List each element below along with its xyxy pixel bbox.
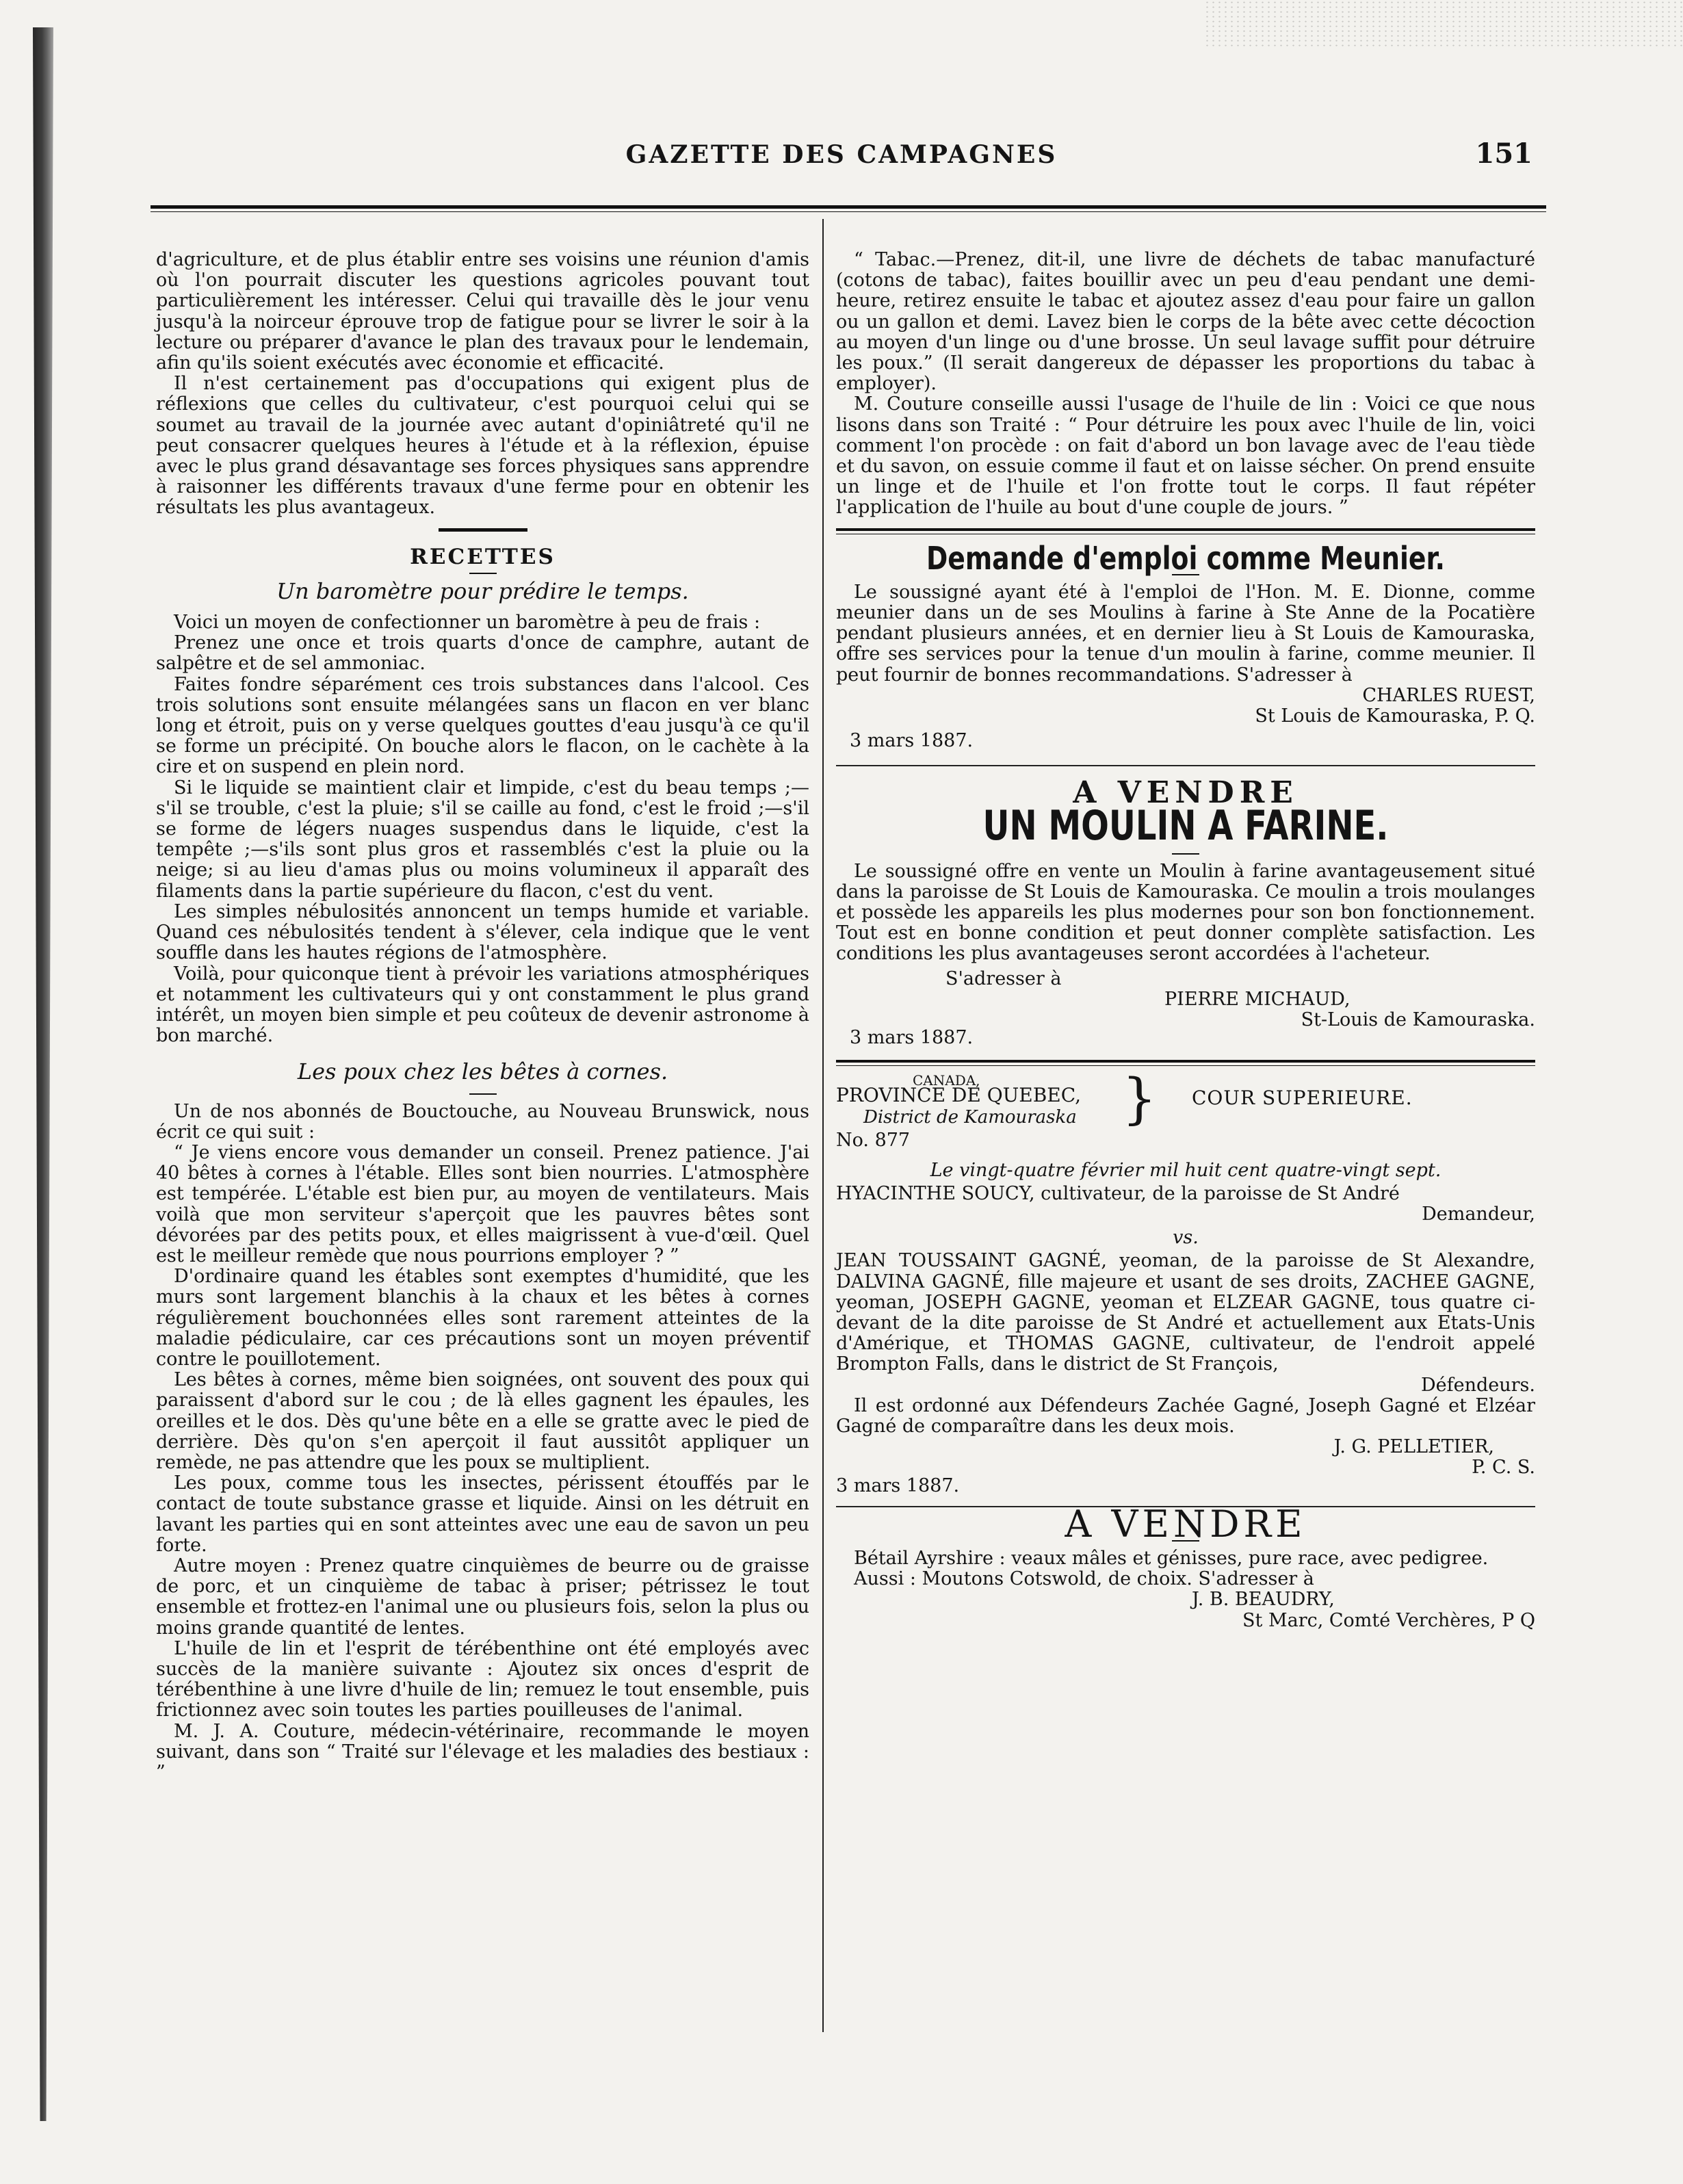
intro-paragraph: d'agriculture, et de plus établir entre ses voisins une réunion d'amis où l'on pourrait discuter les questions agricoles pouvant tout particulièrement les intéresser. Celui qui travaille dès le jour venu jusqu'à la noirceur éprouve trop de fatigue pour se livrer le soir à la lecture ou préparer d'avance le plan des travaux pour le lendemain, afin qu'ils soient exécutés avec économie et efficacité. bbox=[156, 249, 809, 374]
court-date: 3 mars 1887. bbox=[836, 1474, 960, 1496]
header-rule bbox=[151, 205, 1546, 209]
article-paragraph: Voilà, pour quiconque tient à prévoir les variations atmosphériques et notamment les cultivateurs qui y ont constamment le plus grand intérêt, un moyen bien simple et peu coûteux de devenir astronome à bon marché. bbox=[156, 963, 809, 1047]
court-signature-title: P. C. S. bbox=[1472, 1457, 1535, 1479]
right-column bbox=[836, 250, 1535, 1631]
separator-rule bbox=[836, 528, 1535, 531]
article-paragraph: L'huile de lin et l'esprit de térébenthine ont été employés avec succès de la manière suivante : Ajoutez six onces d'esprit de térébenthine à une livre d'huile de lin; remuez le tout ensemble, puis frictionnez avec soin toutes les parties pouilleuses de l'animal. bbox=[156, 1637, 809, 1721]
article-paragraph: Si le liquide se maintient clair et limpide, c'est du beau temps ;—s'il se trouble, c'est la pluie; s'il se caille au fond, c'est le froid ;—s'il se forme de légers nuages suspendus dans le liquide, c'est la tempête ;—s'ils sont plus gros et rassemblés c'est la pluie ou la neige; si au lieu d'amas plus ou moins volumineux il apparaît des filaments dans la partie supérieure du flacon, c'est du vent. bbox=[156, 777, 809, 902]
ad-title-vendre: A VENDRE bbox=[1065, 1502, 1307, 1546]
ad-body: Aussi : Moutons Cotswold, de choix. S'adresser à bbox=[854, 1568, 1314, 1590]
court-name: COUR SUPERIEURE. bbox=[1192, 1086, 1413, 1109]
article-paragraph: Autre moyen : Prenez quatre cinquièmes de beurre ou de graisse de porc, et un cinquième de tabac à priser; pétrissez le tout ensemble et frottez-en l'animal une ou plusieurs fois, selon la plus ou moins grande quantité de lentes. bbox=[156, 1555, 809, 1639]
court-province: PROVINCE DE QUEBEC, bbox=[836, 1083, 1082, 1106]
article-paragraph: Un de nos abonnés de Bouctouche, au Nouveau Brunswick, nous écrit ce qui suit : bbox=[156, 1100, 809, 1143]
separator-rule bbox=[836, 1060, 1535, 1063]
ad-signature-name: PIERRE MICHAUD, bbox=[1164, 988, 1351, 1010]
binding-edge bbox=[33, 27, 53, 2121]
page-title: GAZETTE DES CAMPAGNES bbox=[625, 140, 1058, 169]
section-title-recettes: RECETTES bbox=[410, 544, 556, 569]
article-paragraph: “ Je viens encore vous demander un conseil. Prenez patience. J'ai 40 bêtes à cornes à l'étable. Elles sont bien nourries. L'atmosphère est tempérée. L'étable est bien pur, au moyen de ventilateurs. Mais voilà que mon serviteur s'aperçoit que les pauvres bêtes sont dévorées par des petits poux, et elles maigrissent à vue-d'œil. Quel est le meilleur remède que nous pourrions employer ? ” bbox=[156, 1141, 809, 1266]
ad-address-label: S'adresser à bbox=[945, 967, 1062, 989]
ad-title-moulin: UN MOULIN A FARINE. bbox=[982, 801, 1389, 850]
ad-body: Le soussigné offre en vente un Moulin à farine avantageusement situé dans la paroisse de St Louis de Kamouraska. Ce moulin a trois moulanges et possède les appareils les plus modernes pour son bon fonctionnement. Tout est en bonne condition et peut donner complète satisfaction. Les conditions les plus avantageuses seront accordées à l'acheteur. bbox=[836, 860, 1535, 965]
article-title-barometre: Un baromètre pour prédire le temps. bbox=[276, 577, 689, 604]
court-signature: J. G. PELLETIER, bbox=[1333, 1436, 1494, 1458]
ad-signature-place: St Louis de Kamouraska, P. Q. bbox=[1255, 705, 1535, 727]
small-rule bbox=[1172, 853, 1199, 855]
article-paragraph: Prenez une once et trois quarts d'once de camphre, autant de salpêtre et de sel ammoniac. bbox=[156, 632, 809, 675]
ad-signature-place: St-Louis de Kamouraska. bbox=[1301, 1009, 1535, 1031]
separator-rule bbox=[836, 765, 1535, 766]
ad-body: Bétail Ayrshire : veaux mâles et génisses, pure race, avec pedigree. bbox=[854, 1547, 1489, 1569]
page-number: 151 bbox=[1475, 138, 1532, 170]
article-title-poux: Les poux chez les bêtes à cornes. bbox=[297, 1058, 668, 1085]
ad-body: Le soussigné ayant été à l'emploi de l'Hon. M. E. Dionne, comme meunier dans un de ses Moulins à farine à Ste Anne de la Pocatière pendant plusieurs années, et en dernier lieu à St Louis de Kamouraska, offre ses services pour la tenue d'un moulin à farine, comme meunier. Il peut fournir de bonnes recommandations. S'adresser à bbox=[836, 581, 1535, 686]
article-paragraph: Les poux, comme tous les insectes, périssent étouffés par le contact de toute substance grasse et liquide. Ainsi on les détruit en lavant les parties qui en sont atteintes avec une eau de savon un peu forte. bbox=[156, 1472, 809, 1556]
court-plaintiff-role: Demandeur, bbox=[1422, 1203, 1535, 1225]
column-divider bbox=[822, 219, 824, 2032]
article-paragraph: D'ordinaire quand les étables sont exemptes d'humidité, que les murs sont largement blanchis à la chaux et les bêtes à cornes régulièrement bouchonnées elles sont rarement atteintes de la maladie pédiculaire, car ces précautions sont un moyen préventif contre le pouillotement. bbox=[156, 1266, 809, 1370]
court-vs: vs. bbox=[1173, 1227, 1199, 1249]
header-rule-thin bbox=[151, 211, 1546, 212]
page-header bbox=[151, 140, 1532, 181]
ad-title-meunier: Demande d'emploi comme Meunier. bbox=[926, 539, 1446, 577]
section-rule bbox=[439, 528, 527, 532]
ad-signature-place: St Marc, Comté Verchères, P Q bbox=[1242, 1609, 1535, 1631]
ad-signature-name: J. B. BEAUDRY, bbox=[1192, 1589, 1335, 1611]
article-paragraph: Les bêtes à cornes, même bien soignées, ont souvent des poux qui paraissent d'abord sur le cou ; de là elles gagnent les épaules, les oreilles et le dos. Dès qu'une bête en a elle se gratte avec le pied de derrière. Dès qu'on s'en aperçoit il faut aussitôt appliquer un remède, ne pas attendre que les poux se multiplient. bbox=[156, 1369, 809, 1473]
court-order: Il est ordonné aux Défendeurs Zachée Gagné, Joseph Gagné et Elzéar Gagné de comparaître dans les deux mois. bbox=[836, 1394, 1535, 1437]
ad-date: 3 mars 1887. bbox=[850, 730, 974, 752]
court-plaintiff: HYACINTHE SOUCY, cultivateur, de la paroisse de St André bbox=[836, 1182, 1400, 1204]
brace-glyph: } bbox=[1122, 1066, 1157, 1130]
intro-paragraph: Il n'est certainement pas d'occupations qui exigent plus de réflexions que celles du cultivateur, c'est pourquoi celui qui se soumet au travail de la journée avec autant d'opiniâtreté qu'il ne peut consacrer quelques heures à l'étude et à la réflexion, épuise avec le plus grand désavantage ses forces physiques sans apprendre à raisonner les différents travaux d'une ferme pour en obtenir les résultats les plus avantageux. bbox=[156, 373, 809, 519]
small-rule bbox=[469, 573, 497, 574]
ad-kicker: A VENDRE bbox=[1073, 775, 1299, 811]
court-canada: CANADA, bbox=[913, 1071, 980, 1089]
court-district: District de Kamouraska bbox=[863, 1106, 1077, 1128]
print-speckle bbox=[1204, 0, 1683, 48]
court-date-line: Le vingt-quatre février mil huit cent quatre-vingt sept. bbox=[930, 1159, 1441, 1181]
article-paragraph: Voici un moyen de confectionner un baromètre à peu de frais : bbox=[174, 612, 761, 634]
article-paragraph: Les simples nébulosités annoncent un temps humide et variable. Quand ces nébulosités tendent à s'élever, cela indique que le vent souffle dans les hautes régions de l'atmosphère. bbox=[156, 900, 809, 964]
small-rule bbox=[469, 1093, 497, 1095]
court-case-number: No. 877 bbox=[836, 1129, 911, 1151]
ad-signature-name: CHARLES RUEST, bbox=[1362, 684, 1535, 706]
article-paragraph: “ Tabac.—Prenez, dit-il, une livre de déchets de tabac manufacturé (cotons de tabac), faites bouillir avec un peu d'eau pendant une demi-heure, retirez ensuite le tabac et ajoutez assez d'eau pour faire un gallon ou un gallon et demi. Lavez bien le corps de la bête avec cette décoction au moyen d'un linge ou d'une brosse. Un seul lavage suffit pour détruire les poux.” (Il serait dangereux de dépasser les proportions du tabac à employer). bbox=[836, 249, 1535, 395]
separator-rule-thin bbox=[836, 1065, 1535, 1066]
court-defendants-role: Défendeurs. bbox=[1421, 1374, 1535, 1396]
ad-date: 3 mars 1887. bbox=[850, 1027, 974, 1049]
article-paragraph: M. J. A. Couture, médecin-vétérinaire, recommande le moyen suivant, dans son “ Traité sur l'élevage et les maladies des bestiaux : ” bbox=[156, 1720, 809, 1784]
article-paragraph: Faites fondre séparément ces trois substances dans l'alcool. Ces trois solutions sont ensuite mélangées sans un flacon en ver blanc long et étroit, puis on y verse quelques gouttes d'eau jusqu'à ce qu'il se forme un précipité. On bouche alors le flacon, on le cachète à la cire et on suspend en plein nord. bbox=[156, 673, 809, 778]
article-paragraph: M. Couture conseille aussi l'usage de l'huile de lin : Voici ce que nous lisons dans son Traité : “ Pour détruire les poux avec l'huile de lin, voici comment l'on procède : on fait d'abord un bon lavage avec de l'eau tiède et du savon, on essuie comme il faut et on laisse sécher. On prend ensuite un linge et de l'huile et l'on frotte tout le corps. Il faut répéter l'application de l'huile au bout d'une couple de jours. ” bbox=[836, 393, 1535, 519]
left-column bbox=[156, 250, 809, 1783]
court-heading bbox=[836, 1066, 1535, 1151]
court-defendants: JEAN TOUSSAINT GAGNÉ, yeoman, de la paroisse de St Alexandre, DALVINA GAGNÉ, fille majeure et usant de ses droits, ZACHEE GAGNE, yeoman, JOSEPH GAGNE, yeoman et ELZEAR GAGNE, tous quatre ci-devant de la dite paroisse de St André et actuellement aux Etats-Unis d'Amérique, et THOMAS GAGNE, cultivateur, de l'endroit appelé Brompton Falls, dans le district de St François, bbox=[836, 1250, 1535, 1375]
